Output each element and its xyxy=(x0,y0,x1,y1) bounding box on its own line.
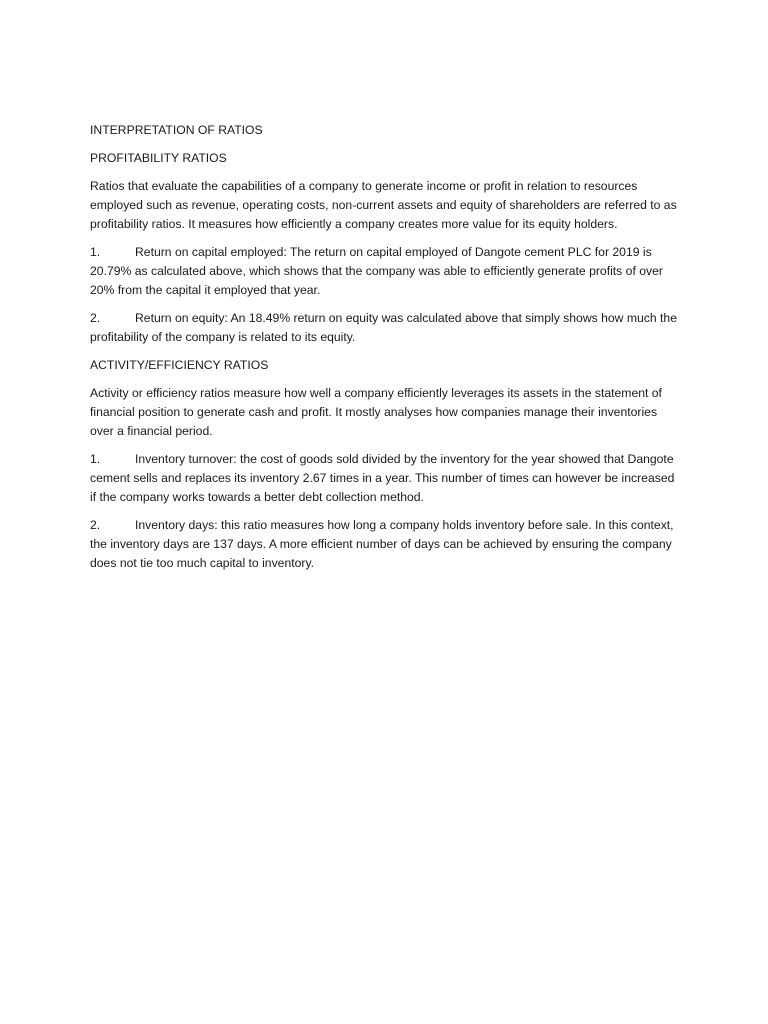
list-item-number: 1. xyxy=(90,452,101,466)
section-heading-activity: ACTIVITY/EFFICIENCY RATIOS xyxy=(90,358,269,372)
section-intro-profitability: Ratios that evaluate the capabilities of a company to generate income or profit in relation to resources employed such as revenue, operating costs, non-current assets and equity of shareholders are referred to as profitability ratios. It measures how efficiently a company creates more value for its equity holders. xyxy=(90,179,677,231)
list-item-number: 2. xyxy=(90,518,101,532)
list-item xyxy=(90,516,680,573)
list-item xyxy=(90,309,680,347)
section-heading-profitability: PROFITABILITY RATIOS xyxy=(90,151,227,165)
section-intro-activity: Activity or efficiency ratios measure how well a company efficiently leverages its assets in the statement of financial position to generate cash and profit. It mostly analyses how companies manage their inventories over a financial period. xyxy=(90,386,662,438)
list-item-text: Return on capital employed: The return on capital employed of Dangote cement PLC for 2019 is 20.79% as calculated above, which shows that the company was able to efficiently generate profits of over 20% from the capital it employed that year. xyxy=(90,245,663,297)
document-page xyxy=(90,121,680,582)
list-item xyxy=(90,243,680,300)
list-item-text: Inventory days: this ratio measures how long a company holds inventory before sale. In this context, the inventory days are 137 days. A more efficient number of days can be achieved by ensuring the company does not tie too much capital to inventory. xyxy=(90,518,674,570)
list-item-text: Inventory turnover: the cost of goods sold divided by the inventory for the year showed that Dangote cement sells and replaces its inventory 2.67 times in a year. This number of times can however be increased if the company works towards a better debt collection method. xyxy=(90,452,675,504)
list-item xyxy=(90,450,680,507)
list-item-number: 2. xyxy=(90,311,101,325)
list-item-text: Return on equity: An 18.49% return on equity was calculated above that simply shows how much the profitability of the company is related to its equity. xyxy=(90,311,677,344)
list-item-number: 1. xyxy=(90,245,101,259)
document-title: INTERPRETATION OF RATIOS xyxy=(90,123,263,137)
